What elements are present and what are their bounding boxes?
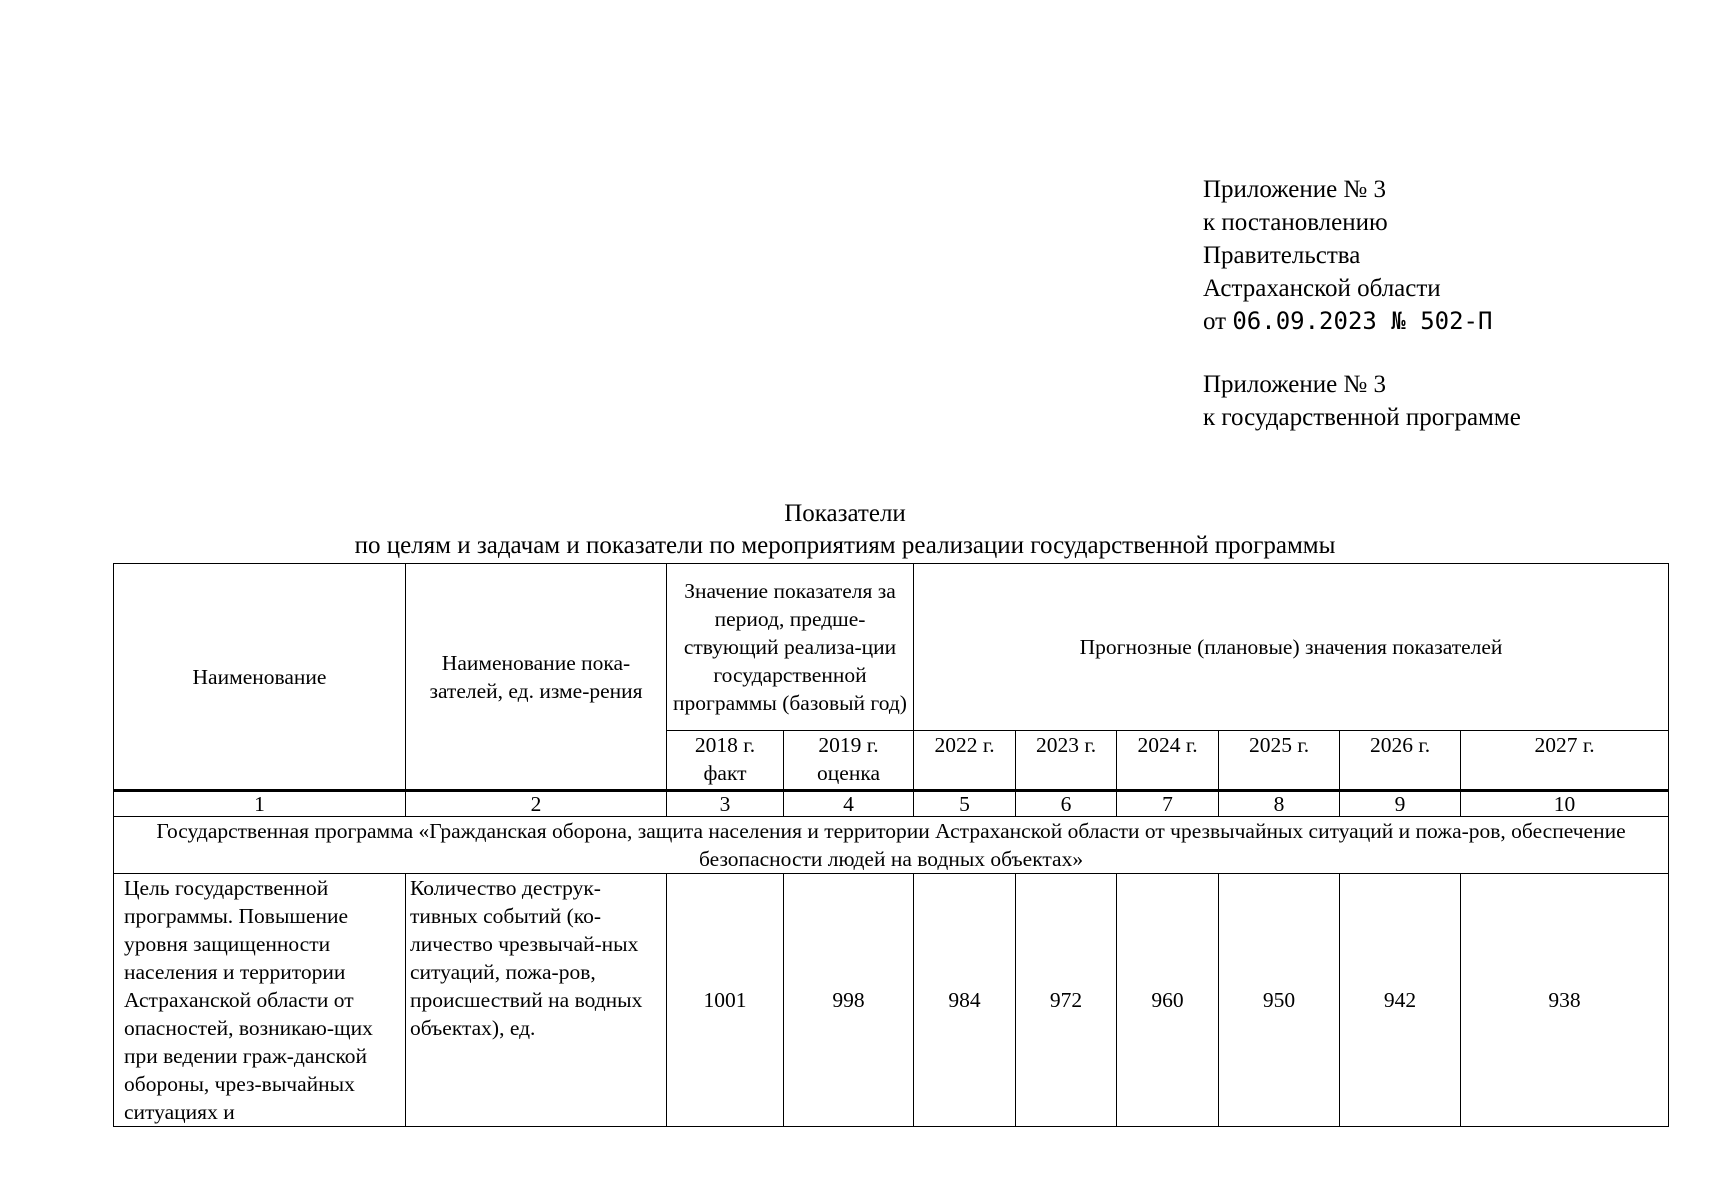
appendix-line: Приложение № 3 <box>1203 176 1387 203</box>
column-number: 7 <box>1117 791 1219 817</box>
goal-row <box>114 874 1669 1127</box>
goal-indicator-cell: Количество деструк-тивных событий (ко-личество чрезвычай-ных ситуаций, пожа-ров, происшествий на водных объектах), ед. <box>406 874 667 1127</box>
value-cell: 942 <box>1340 874 1461 1127</box>
value-cell: 960 <box>1117 874 1219 1127</box>
resolution-date-line <box>1203 305 1492 338</box>
header-year: 2025 г. <box>1219 731 1340 791</box>
resolution-date-number: 06.09.2023 № 502-П <box>1232 307 1493 335</box>
document-title: Показатели <box>784 500 906 527</box>
appendix-block-resolution <box>1203 173 1492 338</box>
program-row <box>114 817 1669 874</box>
appendix-block-program <box>1203 368 1521 434</box>
column-number: 1 <box>114 791 406 817</box>
value-cell: 984 <box>914 874 1016 1127</box>
header-year: 2018 г. факт <box>667 731 784 791</box>
appendix-line: к государственной программе <box>1203 404 1521 431</box>
column-number: 5 <box>914 791 1016 817</box>
appendix-line: к постановлению <box>1203 209 1388 236</box>
date-prefix: от <box>1203 308 1227 335</box>
header-row <box>114 564 1669 731</box>
column-number: 2 <box>406 791 667 817</box>
header-year: 2019 г. оценка <box>784 731 914 791</box>
appendix-line: Правительства <box>1203 242 1361 269</box>
value-cell: 972 <box>1016 874 1117 1127</box>
appendix-line: Астраханской области <box>1203 275 1441 302</box>
header-name: Наименование <box>114 564 406 791</box>
header-year: 2024 г. <box>1117 731 1219 791</box>
column-number: 3 <box>667 791 784 817</box>
indicators-table <box>113 563 1669 1127</box>
value-cell: 998 <box>784 874 914 1127</box>
header-year: 2023 г. <box>1016 731 1117 791</box>
goal-name-cell: Цель государственной программы. Повышение уровня защищенности населения и территории Астраханской области от опасностей, возникаю-щих при ведении граж-данской обороны, чрез-вычайных ситуациях и <box>114 874 406 1127</box>
value-cell: 938 <box>1461 874 1669 1127</box>
header-year: 2026 г. <box>1340 731 1461 791</box>
header-year: 2027 г. <box>1461 731 1669 791</box>
program-title-cell: Государственная программа «Гражданская оборона, защита населения и территории Астраханской области от чрезвычайных ситуаций и пожа-ров, обеспечение безопасности людей на водных объектах» <box>114 817 1669 874</box>
header-indicator: Наименование пока-зателей, ед. изме-рения <box>406 564 667 791</box>
appendix-line: Приложение № 3 <box>1203 371 1387 398</box>
column-number: 9 <box>1340 791 1461 817</box>
column-number: 10 <box>1461 791 1669 817</box>
document-subtitle: по целям и задачам и показатели по мероприятиям реализации государственной программы <box>354 532 1336 559</box>
column-number: 4 <box>784 791 914 817</box>
header-base-period: Значение показателя за период, предше-ствующий реализа-ции государственной программы (базовый год) <box>667 564 914 731</box>
column-number: 8 <box>1219 791 1340 817</box>
value-cell: 1001 <box>667 874 784 1127</box>
column-number: 6 <box>1016 791 1117 817</box>
header-year: 2022 г. <box>914 731 1016 791</box>
column-number-row <box>114 791 1669 817</box>
value-cell: 950 <box>1219 874 1340 1127</box>
header-forecast: Прогнозные (плановые) значения показателей <box>914 564 1669 731</box>
